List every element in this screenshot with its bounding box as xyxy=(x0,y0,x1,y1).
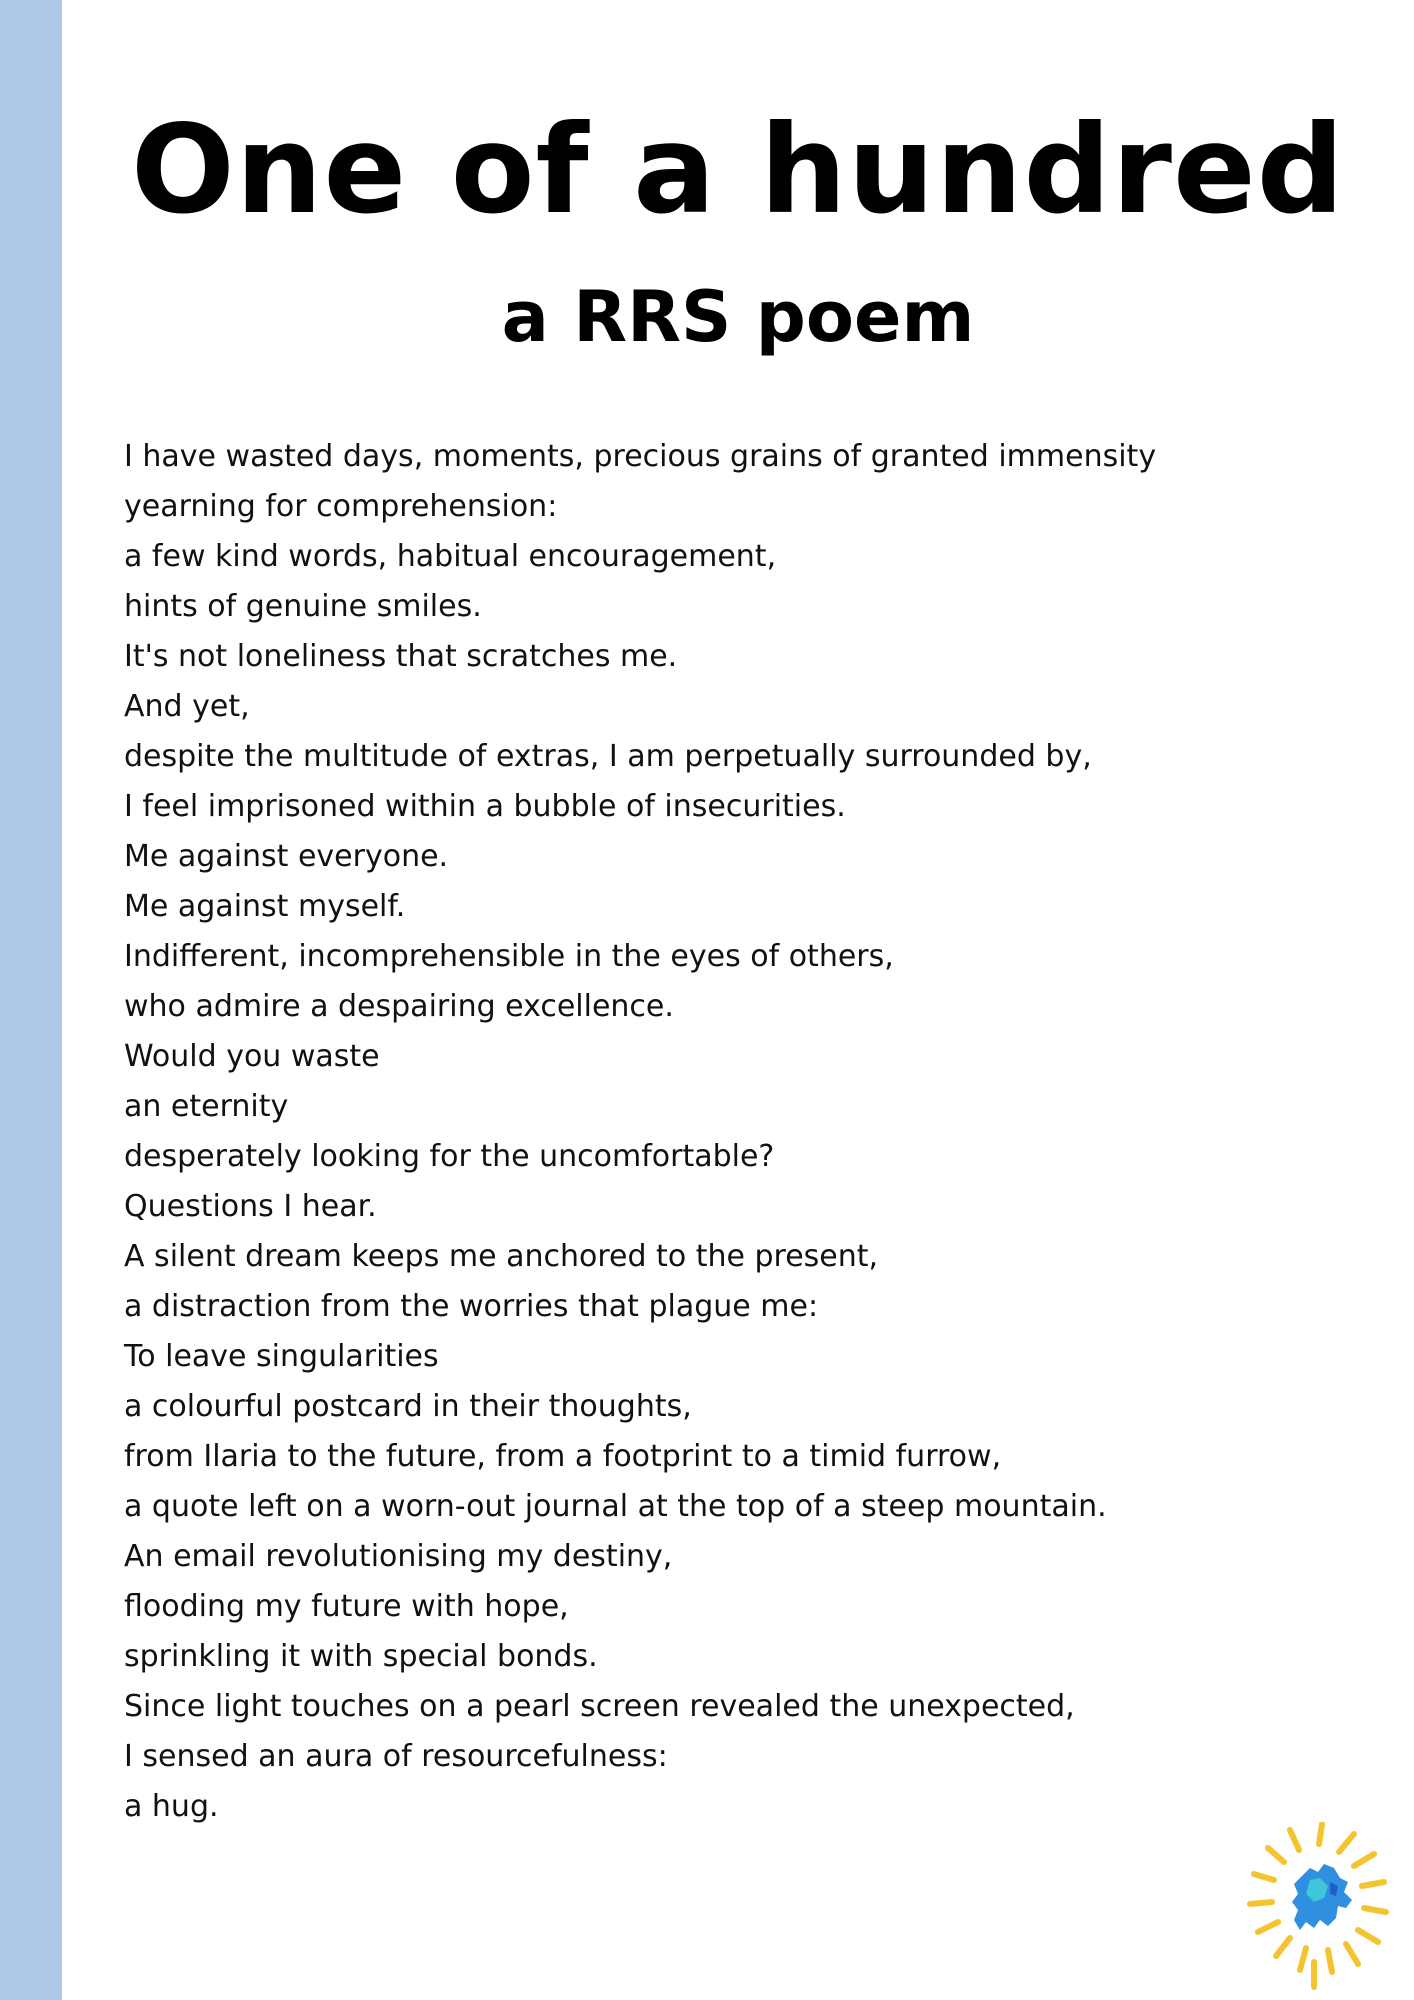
poem-line: a hug. xyxy=(124,1789,219,1824)
poem-line: who admire a despairing excellence. xyxy=(124,989,674,1024)
poem-line: a distraction from the worries that plague me: xyxy=(124,1289,819,1324)
poem-line: To leave singularities xyxy=(124,1339,439,1374)
poem-line: hints of genuine smiles. xyxy=(124,589,482,624)
poem-line: Questions I hear. xyxy=(124,1189,377,1224)
poem-line: a quote left on a worn-out journal at the top of a steep mountain. xyxy=(124,1489,1107,1524)
poem-line: Would you waste xyxy=(124,1039,380,1074)
poem-line: desperately looking for the uncomfortable? xyxy=(124,1139,775,1174)
side-accent-bar xyxy=(0,0,62,2000)
poem-line: Me against myself. xyxy=(124,889,406,924)
poem-line: sprinkling it with special bonds. xyxy=(124,1639,598,1674)
poem-line: I sensed an aura of resourcefulness: xyxy=(124,1739,668,1774)
poem-line: And yet, xyxy=(124,689,250,724)
poem-line: It's not loneliness that scratches me. xyxy=(124,639,678,674)
poem-line: I have wasted days, moments, precious grains of granted immensity xyxy=(124,439,1157,474)
poem-line: an eternity xyxy=(124,1089,289,1124)
sun-rays-europe-map-icon xyxy=(1244,1822,1394,1992)
poem-line: flooding my future with hope, xyxy=(124,1589,569,1624)
poem-line: An email revolutionising my destiny, xyxy=(124,1539,673,1574)
poem-line: I feel imprisoned within a bubble of insecurities. xyxy=(124,789,846,824)
poem-line: Me against everyone. xyxy=(124,839,449,874)
poem-line: Since light touches on a pearl screen revealed the unexpected, xyxy=(124,1689,1075,1724)
poem-line: from Ilaria to the future, from a footprint to a timid furrow, xyxy=(124,1439,1002,1474)
poem-line: a colourful postcard in their thoughts, xyxy=(124,1389,692,1424)
poem-subtitle: a RRS poem xyxy=(501,276,975,358)
poem-line: despite the multitude of extras, I am perpetually surrounded by, xyxy=(124,739,1092,774)
poem-title: One of a hundred xyxy=(130,99,1346,241)
poem-line: a few kind words, habitual encouragement, xyxy=(124,539,777,574)
poem-line: A silent dream keeps me anchored to the present, xyxy=(124,1239,879,1274)
poem-line: Indifferent, incomprehensible in the eyes of others, xyxy=(124,939,894,974)
poem-line: yearning for comprehension: xyxy=(124,489,558,524)
poem-body xyxy=(124,432,1364,1832)
